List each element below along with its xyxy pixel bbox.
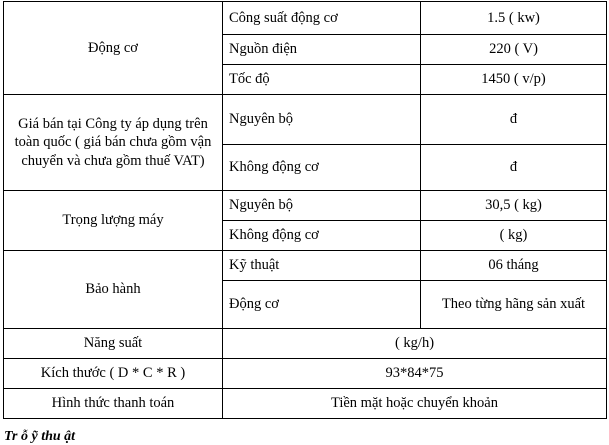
warranty-tech-value: 06 tháng — [421, 251, 607, 281]
spec-table — [3, 1, 607, 419]
table-row — [4, 251, 607, 281]
size-label: Kích thước ( D * C * R ) — [4, 359, 223, 389]
warranty-motor-name: Động cơ — [223, 281, 421, 329]
weight-label: Trọng lượng máy — [4, 191, 223, 251]
table-row — [4, 191, 607, 221]
warranty-motor-value: Theo từng hãng sản xuất — [421, 281, 607, 329]
price-full-value: đ — [421, 95, 607, 145]
warranty-label: Bảo hành — [4, 251, 223, 329]
speed-value: 1450 ( v/p) — [421, 65, 607, 95]
table-row — [4, 329, 607, 359]
engine-label: Động cơ — [4, 2, 223, 95]
price-no-motor-value: đ — [421, 145, 607, 191]
price-label — [4, 95, 223, 191]
table-row — [4, 359, 607, 389]
size-value: 93*84*75 — [223, 359, 607, 389]
price-full-name: Nguyên bộ — [223, 95, 421, 145]
weight-no-motor-value: ( kg) — [421, 221, 607, 251]
weight-full-value: 30,5 ( kg) — [421, 191, 607, 221]
warranty-tech-name: Kỹ thuật — [223, 251, 421, 281]
payment-value: Tiền mặt hoặc chuyển khoản — [223, 389, 607, 419]
price-no-motor-name: Không động cơ — [223, 145, 421, 191]
payment-label: Hình thức thanh toán — [4, 389, 223, 419]
capacity-value: ( kg/h) — [223, 329, 607, 359]
table-row — [4, 389, 607, 419]
price-label-text: Giá bán tại Công ty áp dụng trên toàn quốc ( giá bán chưa gồm vận chuyển và chưa gồm thuế VAT) — [14, 116, 212, 169]
power-source-name: Nguồn điện — [223, 35, 421, 65]
engine-power-name: Công suất động cơ — [223, 2, 421, 35]
weight-full-name: Nguyên bộ — [223, 191, 421, 221]
capacity-label: Năng suất — [4, 329, 223, 359]
cut-off-footer-text: Tr ỗ ỹ thu ật — [4, 429, 76, 444]
table-row — [4, 2, 607, 35]
engine-power-value: 1.5 ( kw) — [421, 2, 607, 35]
weight-no-motor-name: Không động cơ — [223, 221, 421, 251]
power-source-value: 220 ( V) — [421, 35, 607, 65]
table-row — [4, 95, 607, 145]
speed-name: Tốc độ — [223, 65, 421, 95]
